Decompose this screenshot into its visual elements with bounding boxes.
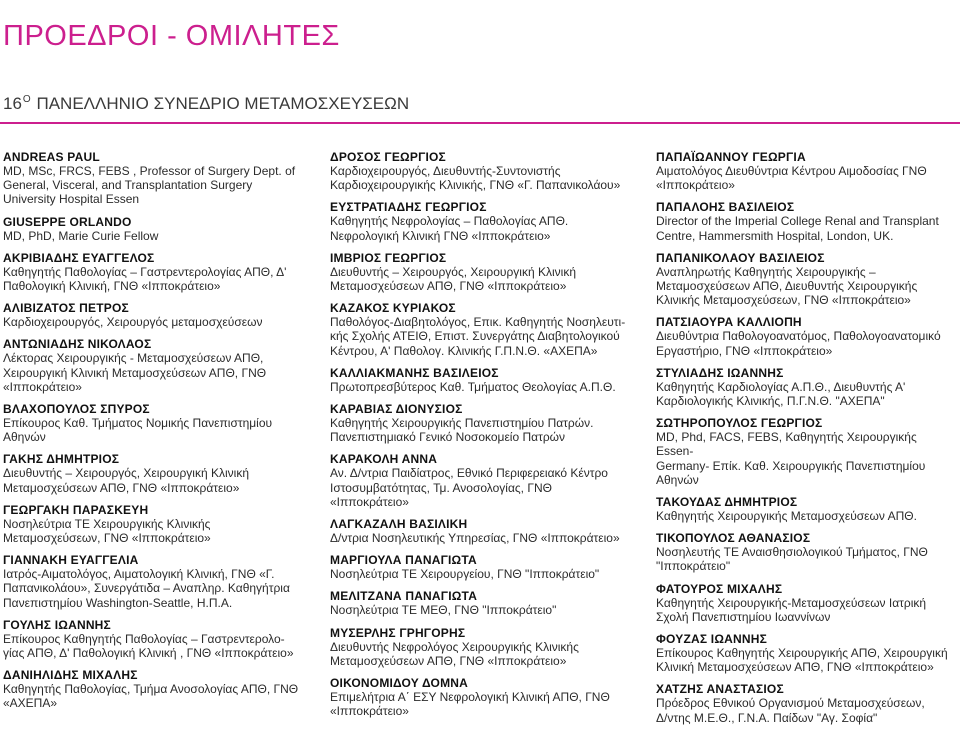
speaker-entry xyxy=(330,150,630,192)
page-title: ΠΡΟΕΔΡΟΙ - ΟΜΙΛΗΤΕΣ xyxy=(3,20,340,52)
speaker-affiliation: Διευθυντής – Χειρουργός, Χειρουργική Κλινική Μεταμοσχεύσεων ΑΠΘ, ΓΝΘ «Ιπποκράτειο» xyxy=(330,264,576,294)
speaker-name: ΚΑΡΑΚΟΛΗ ΑΝΝΑ xyxy=(330,452,438,467)
speaker-entry xyxy=(3,337,311,394)
speaker-name: ΑΝΤΩΝΙΑΔΗΣ ΝΙΚΟΛΑΟΣ xyxy=(3,337,152,352)
conference-subtitle xyxy=(3,94,409,114)
speaker-entry xyxy=(3,215,311,243)
speaker-affiliation: Καθηγητής Χειρουργικής-Μεταμοσχεύσεων Ιατρική Σχολή Πανεπιστημίου Ιωαννίνων xyxy=(656,595,927,624)
speaker-affiliation: Νοσηλεύτρια ΤΕ Χειρουργείου, ΓΝΘ "Ιπποκράτειο" xyxy=(330,567,600,582)
speaker-name: ΑΛΙΒΙΖΑΤΟΣ ΠΕΤΡΟΣ xyxy=(3,301,129,316)
speaker-name: ΤΑΚΟΥΔΑΣ ΔΗΜΗΤΡΙΟΣ xyxy=(656,495,798,510)
speaker-name: ΚΑΖΑΚΟΣ ΚΥΡΙΑΚΟΣ xyxy=(330,301,456,316)
speaker-entry xyxy=(656,366,956,408)
speaker-entry xyxy=(656,495,956,523)
speaker-entry xyxy=(330,452,630,509)
speaker-name: ΜΑΡΓΙΟΥΛΑ ΠΑΝΑΓΙΩΤΑ xyxy=(330,553,477,568)
speaker-name: ΦΟΥΖΑΣ ΙΩΑΝΝΗΣ xyxy=(656,632,768,647)
speaker-entry xyxy=(656,150,956,192)
speaker-name: ΓΙΑΝΝΑΚΗ ΕΥΑΓΓΕΛΙΑ xyxy=(3,553,139,568)
speaker-name: ΒΛΑΧΟΠΟΥΛΟΣ ΣΠΥΡΟΣ xyxy=(3,402,150,417)
speaker-affiliation: Παθολόγος-Διαβητολόγος, Επικ. Καθηγητής Νοσηλευτι- κής Σχολής ΑΤΕΙΘ, Επιστ. Συνεργάτης Διαβητολογικού Κέντρου, Α' Παθολογ. Κλινικής Γ.Π.Ν.Θ. «ΑΧΕΠΑ» xyxy=(330,315,626,358)
speaker-entry xyxy=(3,452,311,494)
speaker-affiliation: Αναπληρωτής Καθηγητής Χειρουργικής – Μεταμοσχεύσεων ΑΠΘ, Διευθυντής Χειρουργικής Κλινικής Μεταμοσχεύσεων, ΓΝΘ «Ιπποκράτειο» xyxy=(656,264,918,308)
speaker-affiliation: Καθηγητής Νεφρολογίας – Παθολογίας ΑΠΘ. Νεφρολογική Κλινική ΓΝΘ «Ιπποκράτειο» xyxy=(330,214,569,243)
speaker-name: ΤΙΚΟΠΟΥΛΟΣ ΑΘΑΝΑΣΙΟΣ xyxy=(656,531,811,546)
speaker-entry xyxy=(330,589,630,617)
speaker-name: ΟΙΚΟΝΟΜΙΔΟΥ ΔΟΜΝΑ xyxy=(330,676,469,691)
speaker-affiliation: Καρδιοχειρουργός, Χειρουργός μεταμοσχεύσεων xyxy=(3,315,263,330)
speaker-name: ΠΑΠΑΛΟΗΣ ΒΑΣΙΛΕΙΟΣ xyxy=(656,200,795,215)
speaker-entry xyxy=(3,150,311,207)
speaker-affiliation: Αν. Δ/ντρια Παιδίατρος, Εθνικό Περιφερειακό Κέντρο Ιστοσυμβατότητας, Τμ. Ανοσολογίας, ΓΝΘ «Ιπποκράτειο» xyxy=(330,466,608,509)
speaker-affiliation: Νοσηλευτής ΤΕ Αναισθησιολογικού Τμήματος, ΓΝΘ "Ιπποκράτειο" xyxy=(656,545,928,574)
speaker-name: ANDREAS PAUL xyxy=(3,150,100,164)
speaker-affiliation: Διευθυντής – Χειρουργός, Χειρουργική Κλινική Μεταμοσχεύσεων ΑΠΘ, ΓΝΘ «Ιπποκράτειο» xyxy=(3,466,249,495)
speaker-entry xyxy=(3,553,311,610)
speaker-name: ΓΑΚΗΣ ΔΗΜΗΤΡΙΟΣ xyxy=(3,452,120,467)
speaker-affiliation: Director of the Imperial College Renal and Transplant Centre, Hammersmith Hospital, London, UK. xyxy=(656,214,939,243)
speaker-entry xyxy=(656,251,956,308)
speaker-affiliation: Νοσηλεύτρια ΤΕ ΜΕΘ, ΓΝΘ "Ιπποκράτειο" xyxy=(330,603,557,618)
speaker-affiliation: Επιμελήτρια Α΄ ΕΣΥ Νεφρολογική Κλινική ΑΠΘ, ΓΝΘ «Ιπποκράτειο» xyxy=(330,690,610,719)
speaker-name: ΙΜΒΡΙΟΣ ΓΕΩΡΓΙΟΣ xyxy=(330,250,447,265)
speaker-name: ΚΑΡΑΒΙΑΣ ΔΙΟΝΥΣΙΟΣ xyxy=(330,402,463,417)
speaker-name: ΓΕΩΡΓΑΚΗ ΠΑΡΑΣΚΕΥΗ xyxy=(3,502,149,517)
speaker-affiliation: Καρδιοχειρουργός, Διευθυντής-Συντονιστής Καρδιοχειρουργικής Κλινικής, ΓΝΘ «Γ. Παπανικολάου» xyxy=(330,164,621,193)
speaker-name: ΔΡΟΣΟΣ ΓΕΩΡΓΙΟΣ xyxy=(330,150,446,164)
speaker-affiliation: Πρόεδρος Εθνικού Οργανισμού Μεταμοσχεύσεων, Δ/ντης Μ.Ε.Θ., Γ.Ν.Α. Παίδων "Αγ. Σοφία" xyxy=(656,696,925,725)
speaker-affiliation: MD, Phd, FACS, FEBS, Καθηγητής Χειρουργικής Essen- Germany- Επίκ. Καθ. Χειρουργικής Πανεπιστημίου Αθηνών xyxy=(656,430,926,487)
speaker-affiliation: Επίκουρος Καθ. Τμήματος Νομικής Πανεπιστημίου Αθηνών xyxy=(3,416,273,445)
speaker-affiliation: MD, MSc, FRCS, FEBS , Professor of Surgery Dept. of General, Visceral, and Transplantation Surgery University Hospital Essen xyxy=(3,164,296,207)
speaker-entry xyxy=(656,632,956,674)
speaker-entry xyxy=(330,517,630,545)
speaker-affiliation: Επίκουρος Καθηγητής Χειρουργικής ΑΠΘ, Χειρουργική Κλινική Μεταμοσχεύσεων ΑΠΘ, ΓΝΘ «Ιπποκράτειο» xyxy=(656,646,948,675)
speaker-entry xyxy=(656,682,956,724)
speaker-affiliation: Πρωτοπρεσβύτερος Καθ. Τμήματος Θεολογίας Α.Π.Θ. xyxy=(330,379,616,394)
speaker-name: ΦΑΤΟΥΡΟΣ ΜΙΧΑΛΗΣ xyxy=(656,581,783,596)
speaker-entry xyxy=(330,402,630,444)
speaker-name: GIUSEPPE ORLANDO xyxy=(3,214,132,229)
speaker-entry xyxy=(330,553,630,581)
edition-ordinal: Ο xyxy=(22,94,31,105)
speaker-affiliation: Καθηγητής Χειρουργικής Πανεπιστημίου Πατρών. Πανεπιστημιακό Γενικό Νοσοκομείο Πατρών xyxy=(330,416,594,445)
speaker-affiliation: Επίκουρος Καθηγητής Παθολογίας – Γαστρεντερολο- γίας ΑΠΘ, Δ' Παθολογική Κλινική , ΓΝΘ «Ιπποκράτειο» xyxy=(3,631,294,661)
conference-name: ΠΑΝΕΛΛΗΝΙΟ ΣΥΝΕΔΡΙΟ ΜΕΤΑΜΟΣΧΕΥΣΕΩΝ xyxy=(36,94,410,113)
header-divider xyxy=(0,122,960,124)
speaker-entry xyxy=(656,416,956,487)
speaker-entry xyxy=(330,366,630,394)
speaker-entry xyxy=(3,402,311,444)
speaker-entry xyxy=(3,301,311,329)
speaker-name: ΓΟΥΛΗΣ ΙΩΑΝΝΗΣ xyxy=(3,617,111,632)
speaker-entry xyxy=(330,676,630,718)
speaker-name: ΚΑΛΛΙΑΚΜΑΝΗΣ ΒΑΣΙΛΕΙΟΣ xyxy=(330,365,499,380)
speakers-column-1 xyxy=(3,150,311,719)
speaker-entry xyxy=(656,531,956,573)
speaker-entry xyxy=(330,251,630,293)
speaker-entry xyxy=(3,668,311,710)
speaker-affiliation: Καθηγητής Παθολογίας – Γαστρεντερολογίας ΑΠΘ, Δ' Παθολογική Κλινική, ΓΝΘ «Ιπποκράτειο» xyxy=(3,264,287,294)
speaker-affiliation: Διευθύντρια Παθολογοανατόμος, Παθολογοανατομικό Εργαστήριο, ΓΝΘ «Ιπποκράτειο» xyxy=(656,329,941,358)
speaker-affiliation: Αιματολόγος Διευθύντρια Κέντρου Αιμοδοσίας ΓΝΘ «Ιπποκράτειο» xyxy=(656,164,927,193)
speaker-affiliation: Ιατρός-Αιματολόγος, Αιματολογική Κλινική, ΓΝΘ «Γ. Παπανικολάου», Συνεργάτιδα – Αναπληρ. Καθηγήτρια Πανεπιστημίου Washington-Seattle, Η.Π.Α. xyxy=(3,567,290,610)
speaker-affiliation: Νοσηλεύτρια ΤΕ Χειρουργικής Κλινικής Μεταμοσχεύσεων, ΓΝΘ «Ιπποκράτειο» xyxy=(3,516,211,546)
speakers-column-2 xyxy=(330,150,630,726)
speaker-entry xyxy=(330,200,630,242)
speaker-affiliation: Λέκτορας Χειρουργικής - Μεταμοσχεύσεων ΑΠΘ, Χειρουργική Κλινική Μεταμοσχεύσεων ΑΠΘ, ΓΝΘ «Ιπποκράτειο» xyxy=(3,351,267,394)
speaker-affiliation: Καθηγητής Καρδιολογίας Α.Π.Θ., Διευθυντής Α' Καρδιολογικής Κλινικής, Π.Γ.Ν.Θ. "ΑΧΕΠΑ" xyxy=(656,379,906,409)
speaker-name: ΠΑΠΑΪΩΑΝΝΟΥ ΓΕΩΡΓΙΑ xyxy=(656,150,806,164)
speaker-affiliation: Δ/ντρια Νοσηλευτικής Υπηρεσίας, ΓΝΘ «Ιπποκράτειο» xyxy=(330,531,620,546)
speaker-name: ΕΥΣΤΡΑΤΙΑΔΗΣ ΓΕΩΡΓΙΟΣ xyxy=(330,200,487,215)
speaker-affiliation: Καθηγητής Παθολογίας, Τμήμα Ανοσολογίας ΑΠΘ, ΓΝΘ «ΑΧΕΠΑ» xyxy=(3,682,299,711)
speaker-name: ΛΑΓΚΑΖΑΛΗ ΒΑΣΙΛΙΚΗ xyxy=(330,517,468,532)
speaker-affiliation: Διευθυντής Νεφρολόγος Χειρουργικής Κλινικής Μεταμοσχεύσεων ΑΠΘ, ΓΝΘ «Ιπποκράτειο» xyxy=(330,639,579,668)
speaker-name: ΣΤΥΛΙΑΔΗΣ ΙΩΑΝΝΗΣ xyxy=(656,365,784,380)
speaker-name: ΜΥΣΕΡΛΗΣ ΓΡΗΓΟΡΗΣ xyxy=(330,625,466,640)
speaker-entry xyxy=(330,301,630,358)
speaker-name: ΣΩΤΗΡΟΠΟΥΛΟΣ ΓΕΩΡΓΙΟΣ xyxy=(656,416,823,431)
speaker-name: ΠΑΤΣΙΑΟΥΡΑ ΚΑΛΛΙΟΠΗ xyxy=(656,315,802,330)
speaker-name: ΠΑΠΑΝΙΚΟΛΑΟΥ ΒΑΣΙΛΕΙΟΣ xyxy=(656,250,825,265)
speaker-entry xyxy=(3,618,311,660)
speaker-entry xyxy=(656,582,956,624)
speaker-entry xyxy=(330,626,630,668)
speaker-entry xyxy=(3,251,311,293)
speaker-name: ΜΕΛΙΤΖΑΝΑ ΠΑΝΑΓΙΩΤΑ xyxy=(330,589,478,604)
speaker-affiliation: MD, PhD, Marie Curie Fellow xyxy=(3,228,159,243)
speaker-entry xyxy=(656,200,956,242)
speakers-column-3 xyxy=(656,150,956,733)
edition-number: 16 xyxy=(3,94,22,113)
speaker-name: ΧΑΤΖΗΣ ΑΝΑΣΤΑΣΙΟΣ xyxy=(656,682,784,697)
speaker-affiliation: Καθηγητής Χειρουργικής Μεταμοσχεύσεων ΑΠΘ. xyxy=(656,509,917,524)
speaker-entry xyxy=(3,503,311,545)
speaker-entry xyxy=(656,315,956,357)
speaker-name: ΑΚΡΙΒΙΑΔΗΣ ΕΥΑΓΓΕΛΟΣ xyxy=(3,250,155,265)
speaker-name: ΔΑΝΙΗΛΙΔΗΣ ΜΙΧΑΛΗΣ xyxy=(3,668,138,683)
